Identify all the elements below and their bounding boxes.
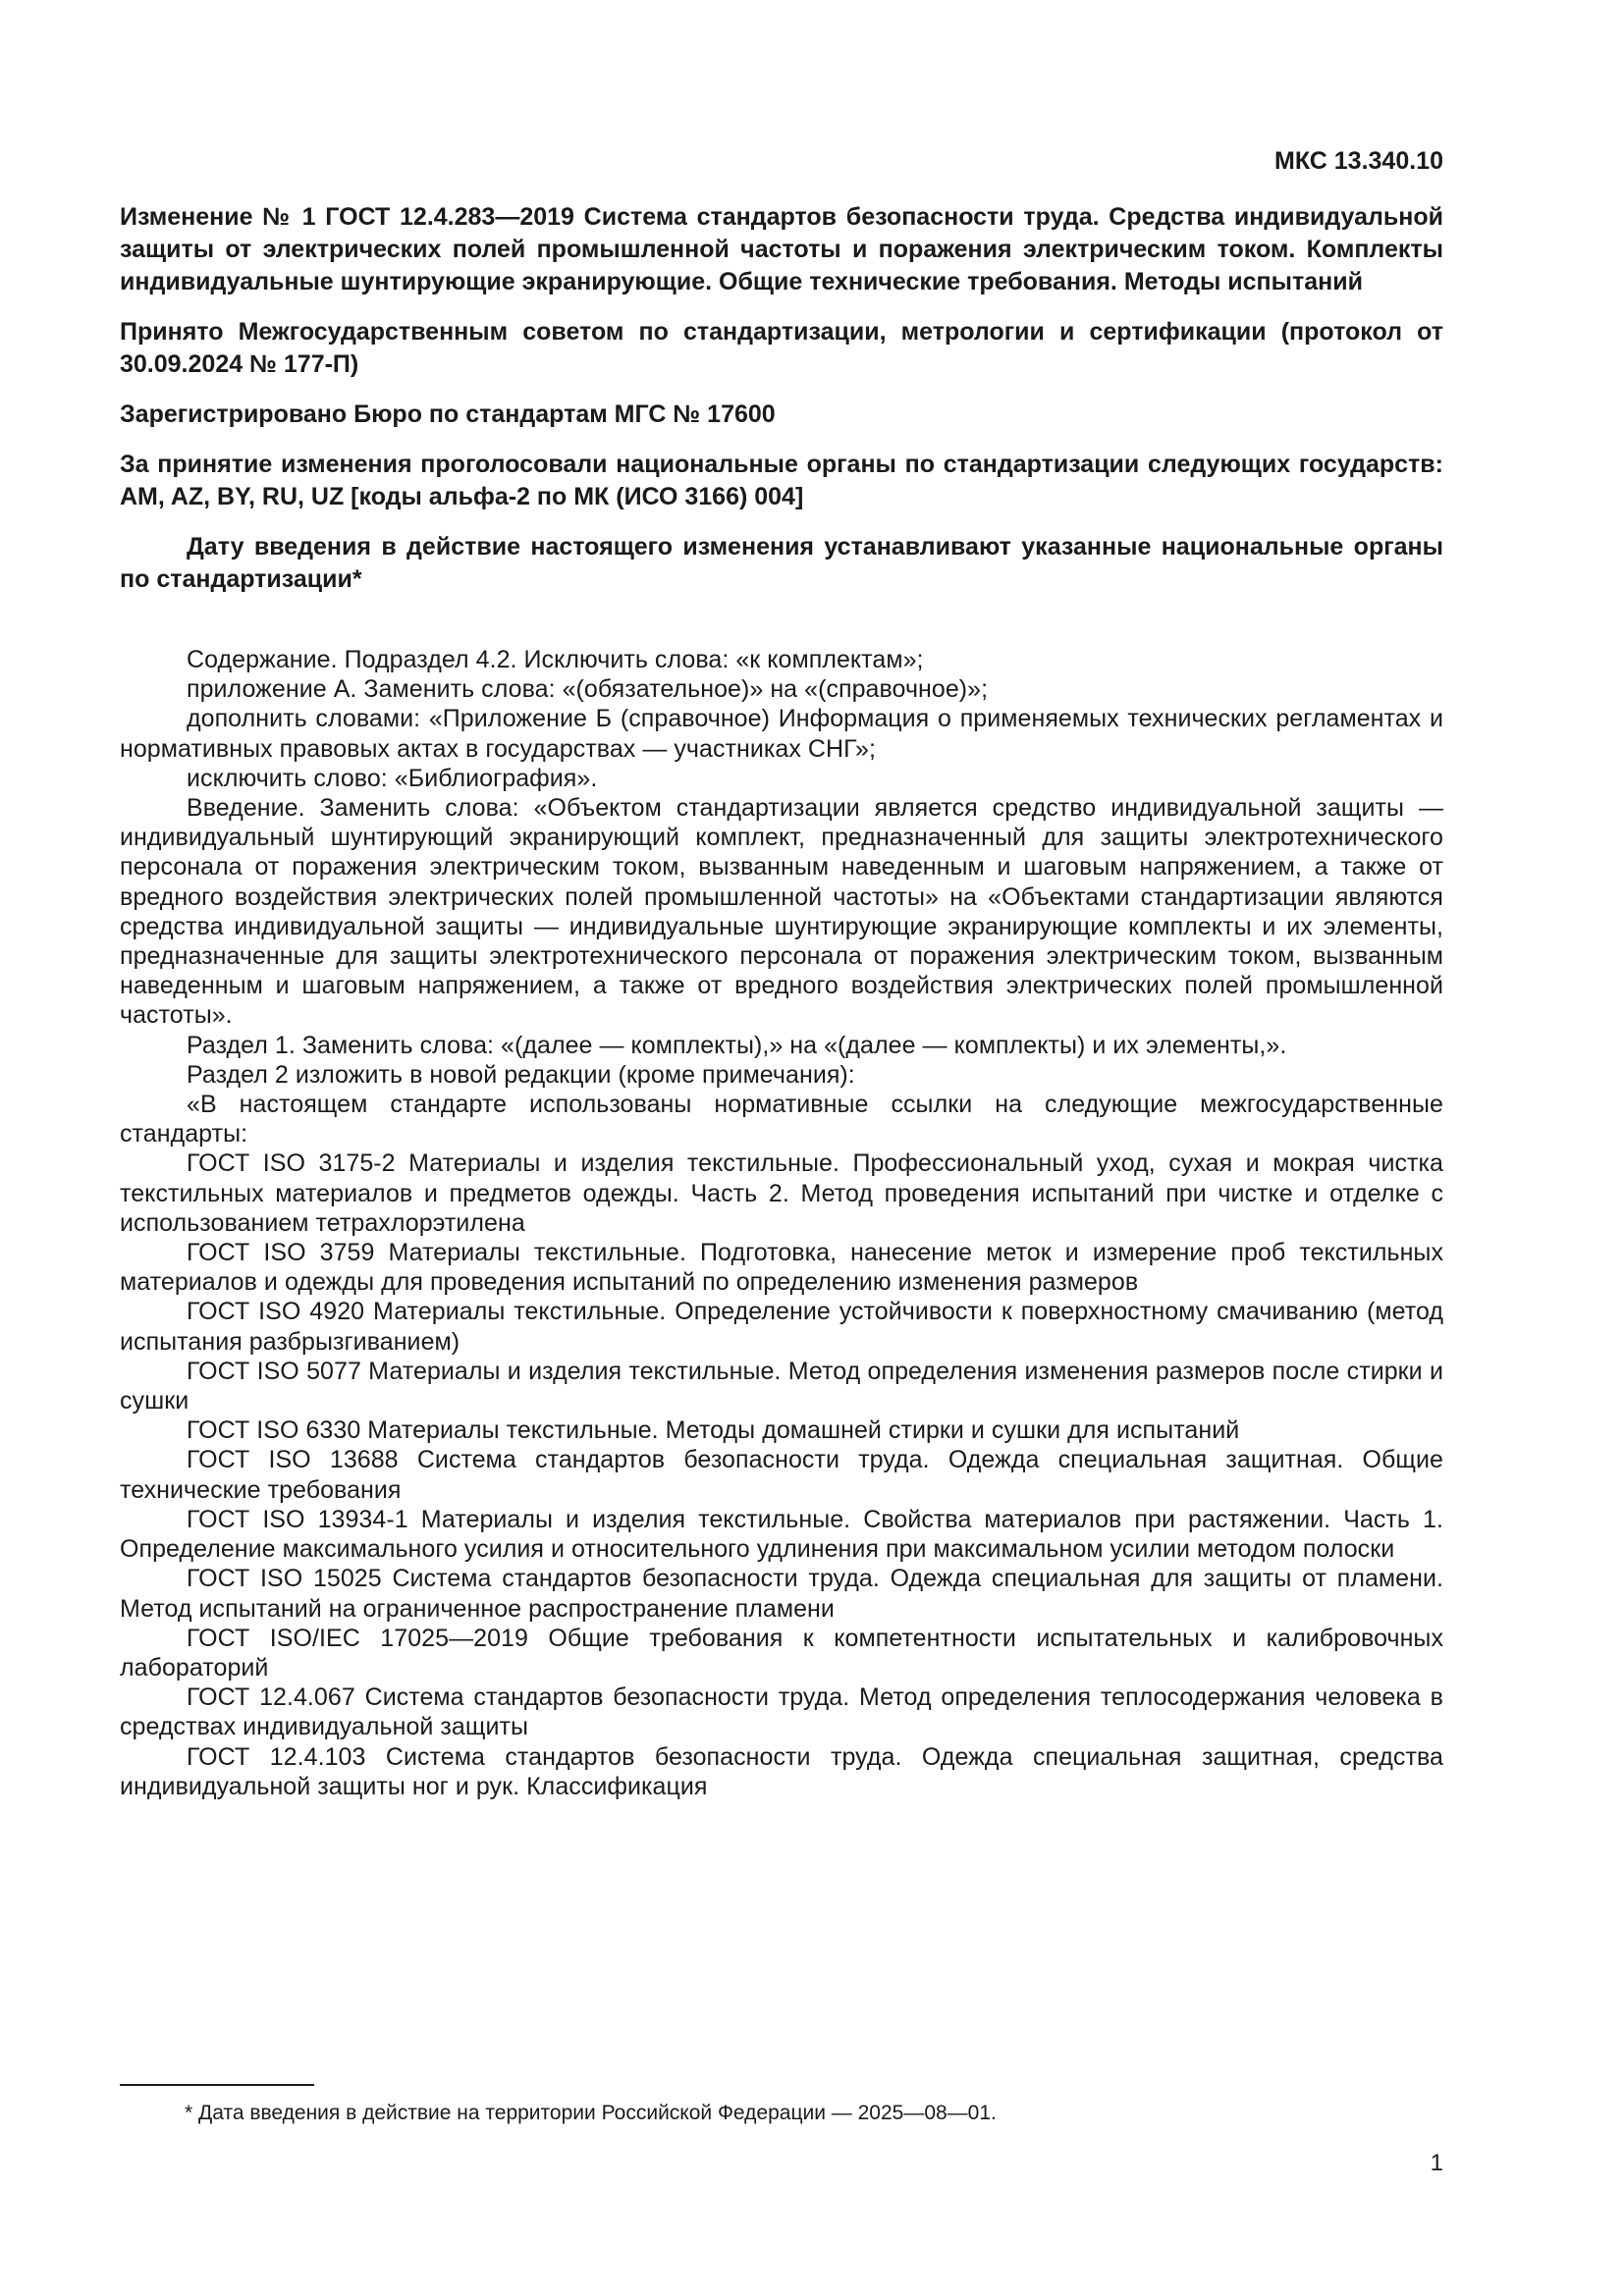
paragraph: приложение А. Заменить слова: «(обязательное)» на «(справочное)»; <box>187 675 989 704</box>
reference-item: ГОСТ ISO 3759 Материалы текстильные. Подготовка, нанесение меток и измерение проб текстильных материалов и одежды для проведения испытаний по определению изменения размеров <box>120 1239 1443 1297</box>
footnote: * Дата введения в действие на территории Российской Федерации — 2025—08—01. <box>185 2102 997 2124</box>
reference-item: ГОСТ ISO 13688 Система стандартов безопасности труда. Одежда специальная защитная. Общие технические требования <box>120 1446 1443 1504</box>
reference-item: ГОСТ ISO/IEC 17025—2019 Общие требования к компетентности испытательных и калибровочных лабораторий <box>120 1624 1443 1682</box>
voting-statement: За принятие изменения проголосовали национальные органы по стандартизации следующих государств: AM, AZ, BY, RU, UZ [коды альфа-2 по МК (ИСО 3166) 004] <box>120 451 1443 510</box>
paragraph: Раздел 1. Заменить слова: «(далее — комплекты),» на «(далее — комплекты) и их элементы,». <box>187 1031 1287 1059</box>
adopted-statement: Принято Межгосударственным советом по стандартизации, метрологии и сертификации (протокол от 30.09.2024 № 177-П) <box>120 318 1443 378</box>
paragraph: Содержание. Подраздел 4.2. Исключить слова: «к комплектам»; <box>187 646 924 673</box>
registration-statement: Зарегистрировано Бюро по стандартам МГС № 17600 <box>120 400 776 428</box>
reference-item: ГОСТ ISO 3175-2 Материалы и изделия текстильные. Профессиональный уход, сухая и мокрая чистка текстильных материалов и предметов одежды. Часть 2. Метод проведения испытаний при чистке и отделке с использованием тетрахлорэтилена <box>120 1149 1443 1237</box>
reference-item: ГОСТ 12.4.067 Система стандартов безопасности труда. Метод определения теплосодержания человека в средствах индивидуальной защиты <box>120 1683 1443 1741</box>
amendment-body <box>120 645 1443 1801</box>
paragraph: исключить слово: «Библиография». <box>187 764 598 792</box>
footnote-divider <box>120 2084 314 2086</box>
document-page <box>120 147 1443 1801</box>
reference-item: ГОСТ ISO 13934-1 Материалы и изделия текстильные. Свойства материалов при растяжении. Часть 1. Определение максимального усилия и относительного удлинения при максимальном усилии методом полоски <box>120 1505 1443 1564</box>
page-number: 1 <box>1430 2150 1443 2176</box>
reference-item: ГОСТ 12.4.103 Система стандартов безопасности труда. Одежда специальная защитная, средства индивидуальной защиты ног и рук. Классификация <box>120 1742 1443 1800</box>
reference-item: ГОСТ ISO 15025 Система стандартов безопасности труда. Одежда специальная для защиты от пламени. Метод испытаний на ограниченное распространение пламени <box>120 1565 1443 1623</box>
reference-item: ГОСТ ISO 4920 Материалы текстильные. Определение устойчивости к поверхностному смачиванию (метод испытания разбрызгиванием) <box>120 1298 1443 1356</box>
paragraph: «В настоящем стандарте использованы нормативные ссылки на следующие межгосударственные стандарты: <box>120 1091 1443 1148</box>
effective-date-statement: Дату введения в действие настоящего изменения устанавливают указанные национальные органы по стандартизации* <box>120 533 1443 593</box>
paragraph: Введение. Заменить слова: «Объектом стандартизации является средство индивидуальной защиты — индивидуальный шунтирующий экранирующий комплект, предназначенный для защиты электротехнического персонала от поражения электрическим током, вызванным наведенным и шаговым напряжением, а также от вредного воздействия электрических полей промышленной частоты» на «Объектами стандартизации являются средства индивидуальной защиты — индивидуальные шунтирующие экранирующие комплекты и их элементы, предназначенные для защиты электротехнического персонала от поражения электрическим током, вызванным наведенным и шаговым напряжением, а также от вредного воздействия электрических полей промышленной частоты». <box>120 794 1443 1030</box>
amendment-title: Изменение № 1 ГОСТ 12.4.283—2019 Система стандартов безопасности труда. Средства индивидуальной защиты от электрических полей промышленной частоты и поражения электрическим током. Комплекты индивидуальные шунтирующие экранирующие. Общие технические требования. Методы испытаний <box>120 203 1443 295</box>
reference-item: ГОСТ ISO 6330 Материалы текстильные. Методы домашней стирки и сушки для испытаний <box>187 1416 1240 1445</box>
mks-code: МКС 13.340.10 <box>1274 147 1443 175</box>
reference-item: ГОСТ ISO 5077 Материалы и изделия текстильные. Метод определения изменения размеров после стирки и сушки <box>120 1357 1443 1415</box>
paragraph: Раздел 2 изложить в новой редакции (кроме примечания): <box>187 1060 855 1089</box>
paragraph: дополнить словами: «Приложение Б (справочное) Информация о применяемых технических регламентах и нормативных правовых актах в государствах — участниках СНГ»; <box>120 705 1443 763</box>
